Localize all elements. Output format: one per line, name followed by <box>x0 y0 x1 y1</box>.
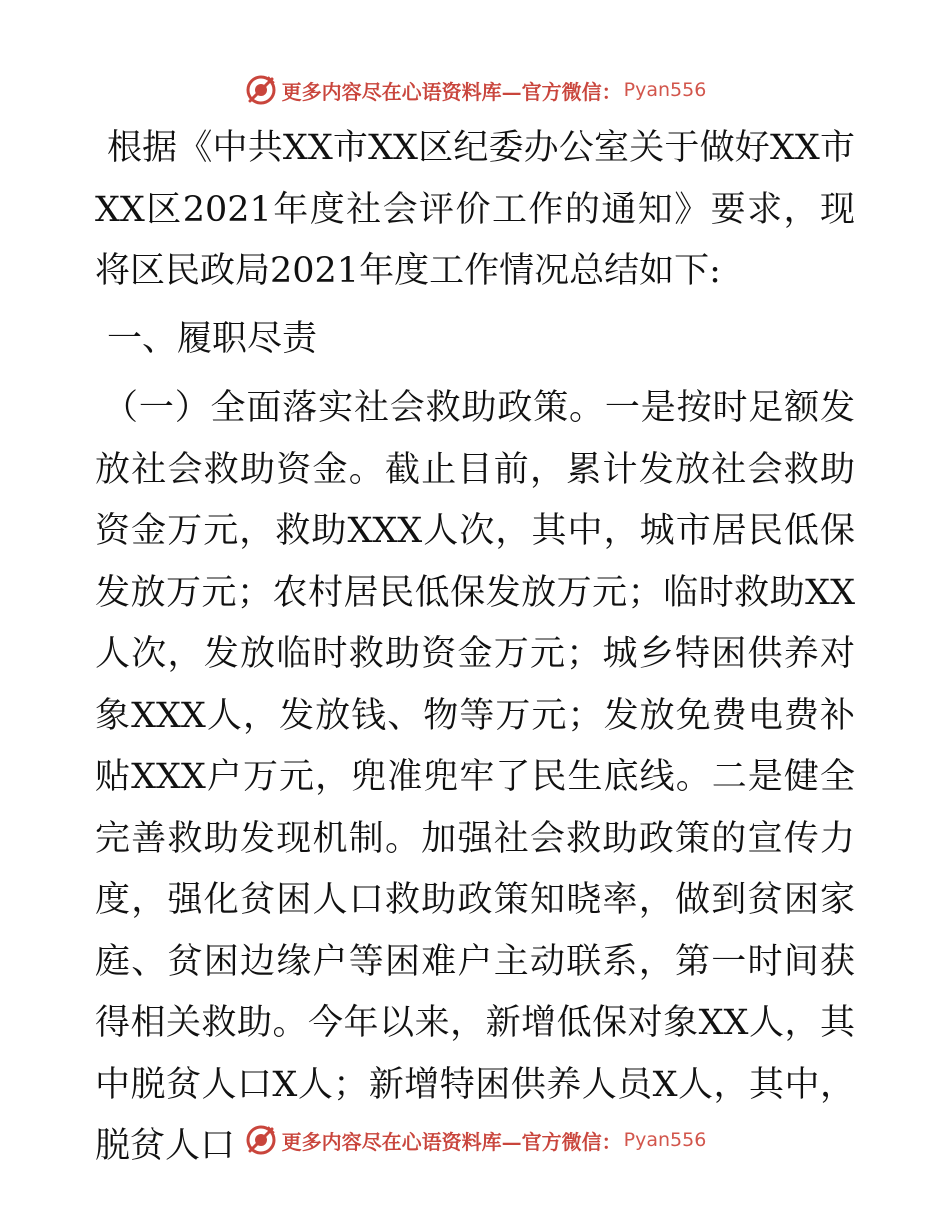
wechat-id: Pyan556 <box>623 1129 707 1151</box>
logo-icon <box>244 1123 278 1157</box>
banner-text: 更多内容尽在心语资料库—官方微信： <box>281 1129 622 1154</box>
intro-paragraph: 根据《中共XX市XX区纪委办公室关于做好XX市XX区2021年度社会评价工作的通知》要求，现将区民政局2021年度工作情况总结如下: <box>95 128 855 291</box>
wechat-id: Pyan556 <box>623 79 707 101</box>
footer-banner <box>0 1120 950 1160</box>
section-heading: 一、履职尽责 <box>107 318 318 359</box>
banner-text: 更多内容尽在心语资料库—官方微信： <box>281 79 622 104</box>
logo-icon <box>244 73 278 107</box>
header-banner <box>0 70 950 110</box>
document-body <box>95 118 855 1178</box>
body-paragraph: （一）全面落实社会救助政策。一是按时足额发放社会救助资金。截止目前，累计发放社会救助资金万元，救助XXX人次，其中，城市居民低保发放万元；农村居民低保发放万元；临时救助XX人次，发放临时救助资金万元；城乡特困供养对象XXX人，发放钱、物等万元；发放免费电费补贴XXX户万元，兜准兜牢了民生底线。二是健全完善救助发现机制。加强社会救助政策的宣传力度，强化贫困人口救助政策知晓率，做到贫困家庭、贫困边缘户等困难户主动联系，第一时间获得相关救助。今年以来，新增低保对象XX人，其中脱贫人口X人；新增特困供养人员X人，其中，脱贫人口 <box>95 388 855 1166</box>
